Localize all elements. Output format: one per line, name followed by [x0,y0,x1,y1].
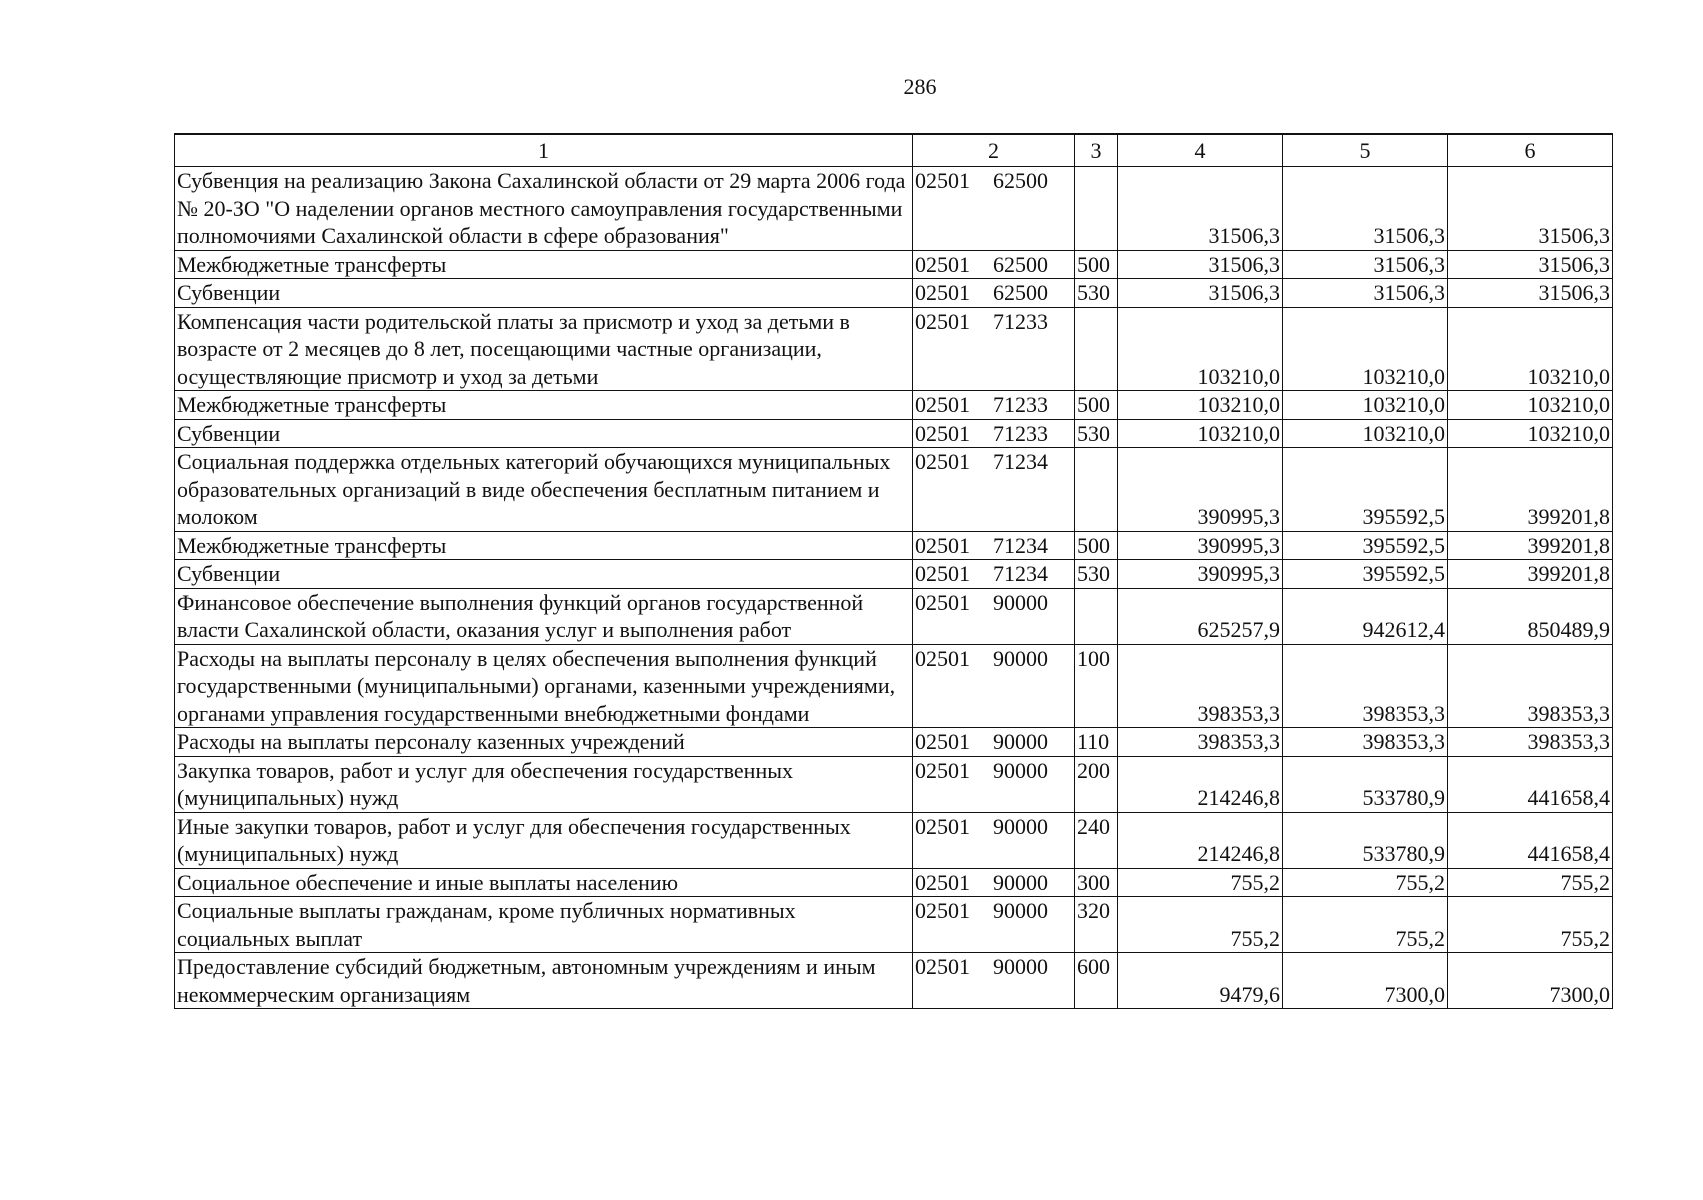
row-value-col-6: 31506,3 [1448,167,1613,251]
row-value-col-6: 398353,3 [1448,644,1613,728]
row-name-cell: Компенсация части родительской платы за присмотр и уход за детьми в возрасте от 2 месяцев до 8 лет, посещающими частные организации, осуществляющие присмотр и уход за детьми [175,307,913,391]
row-value-col-4: 398353,3 [1118,728,1283,757]
row-code-part-2: 90000 [993,898,1048,923]
table-row [175,448,1613,532]
row-value-col-4: 31506,3 [1118,250,1283,279]
row-code-cell [913,167,1075,251]
row-code-part-1: 02501 [915,561,970,586]
row-code-cell [913,250,1075,279]
row-value-col-5: 533780,9 [1283,812,1448,868]
row-name-cell: Межбюджетные трансферты [175,531,913,560]
row-type-cell: 500 [1075,391,1118,420]
table-row [175,868,1613,897]
table-row [175,644,1613,728]
table-row [175,560,1613,589]
row-type-cell: 240 [1075,812,1118,868]
row-value-col-4: 755,2 [1118,868,1283,897]
row-value-col-6: 103210,0 [1448,391,1613,420]
row-code-part-2: 71233 [993,392,1048,417]
table-row [175,531,1613,560]
row-value-col-6: 755,2 [1448,897,1613,953]
row-code-part-1: 02501 [915,757,970,783]
row-type-cell: 530 [1075,279,1118,308]
row-code-part-1: 02501 [915,420,970,446]
row-value-col-5: 103210,0 [1283,307,1448,391]
row-name-cell: Закупка товаров, работ и услуг для обеспечения государственных (муниципальных) нужд [175,756,913,812]
row-code-part-1: 02501 [915,869,970,895]
row-value-col-6: 441658,4 [1448,812,1613,868]
row-value-col-5: 755,2 [1283,897,1448,953]
row-type-cell: 530 [1075,419,1118,448]
row-name-cell: Межбюджетные трансферты [175,391,913,420]
row-code-part-2: 90000 [993,869,1048,895]
row-name-cell: Расходы на выплаты персоналу в целях обеспечения выполнения функций государственными (муниципальными) органами, казенными учреждениями, органами управления государственными внебюджетными фондами [175,644,913,728]
row-code-cell [913,279,1075,308]
row-code-part-2: 62500 [993,251,1048,277]
row-value-col-6: 399201,8 [1448,448,1613,532]
row-code-part-1: 02501 [915,898,970,923]
row-type-cell: 200 [1075,756,1118,812]
row-value-col-6: 398353,3 [1448,728,1613,757]
row-code-cell [913,728,1075,757]
row-value-col-6: 31506,3 [1448,250,1613,279]
row-value-col-5: 395592,5 [1283,448,1448,532]
row-value-col-5: 103210,0 [1283,419,1448,448]
row-code-cell [913,897,1075,953]
row-code-part-2: 62500 [993,168,1048,193]
row-code-part-1: 02501 [915,392,970,417]
row-code-cell [913,812,1075,868]
row-value-col-4: 390995,3 [1118,531,1283,560]
row-type-cell [1075,307,1118,391]
row-value-col-4: 103210,0 [1118,419,1283,448]
row-value-col-4: 31506,3 [1118,279,1283,308]
row-value-col-4: 390995,3 [1118,560,1283,589]
row-code-part-2: 90000 [993,813,1048,839]
row-value-col-5: 398353,3 [1283,644,1448,728]
row-value-col-5: 398353,3 [1283,728,1448,757]
row-name-cell: Субвенции [175,419,913,448]
row-name-cell: Субвенции [175,560,913,589]
header-col-4: 4 [1118,134,1283,167]
row-code-cell [913,644,1075,728]
table-row [175,953,1613,1009]
header-col-6: 6 [1448,134,1613,167]
row-code-part-1: 02501 [915,954,970,979]
row-code-cell [913,531,1075,560]
header-col-3: 3 [1075,134,1118,167]
row-value-col-4: 755,2 [1118,897,1283,953]
row-name-cell: Межбюджетные трансферты [175,250,913,279]
row-value-col-4: 31506,3 [1118,167,1283,251]
row-code-cell [913,756,1075,812]
row-code-part-1: 02501 [915,532,970,558]
row-code-part-2: 71233 [993,420,1048,446]
row-code-part-2: 90000 [993,954,1048,979]
row-name-cell: Иные закупки товаров, работ и услуг для обеспечения государственных (муниципальных) нужд [175,812,913,868]
row-code-cell [913,868,1075,897]
row-value-col-5: 31506,3 [1283,279,1448,308]
row-value-col-4: 398353,3 [1118,644,1283,728]
row-type-cell [1075,588,1118,644]
row-value-col-4: 9479,6 [1118,953,1283,1009]
table-row [175,728,1613,757]
row-value-col-6: 755,2 [1448,868,1613,897]
row-code-cell [913,391,1075,420]
row-code-part-1: 02501 [915,168,970,193]
row-value-col-6: 399201,8 [1448,560,1613,589]
row-value-col-5: 942612,4 [1283,588,1448,644]
row-value-col-4: 625257,9 [1118,588,1283,644]
row-code-part-2: 90000 [993,729,1048,754]
row-value-col-4: 390995,3 [1118,448,1283,532]
row-name-cell: Субвенция на реализацию Закона Сахалинской области от 29 марта 2006 года № 20-ЗО "О наделении органов местного самоуправления государственными полномочиями Сахалинской области в сфере образования" [175,167,913,251]
row-type-cell: 300 [1075,868,1118,897]
row-code-part-1: 02501 [915,251,970,277]
row-value-col-6: 31506,3 [1448,279,1613,308]
row-value-col-6: 441658,4 [1448,756,1613,812]
table-body [175,167,1613,1009]
row-code-part-1: 02501 [915,645,970,671]
row-type-cell: 530 [1075,560,1118,589]
header-row [175,134,1613,167]
row-code-part-2: 71233 [993,308,1048,334]
page-number: 286 [903,74,937,99]
row-value-col-5: 31506,3 [1283,167,1448,251]
row-type-cell: 320 [1075,897,1118,953]
table-row [175,279,1613,308]
row-code-part-2: 71234 [993,532,1048,558]
table-row [175,250,1613,279]
row-value-col-6: 103210,0 [1448,307,1613,391]
row-code-part-2: 62500 [993,280,1048,305]
table-row [175,391,1613,420]
header-col-5: 5 [1283,134,1448,167]
row-name-cell: Расходы на выплаты персоналу казенных учреждений [175,728,913,757]
row-value-col-4: 214246,8 [1118,812,1283,868]
row-value-col-5: 7300,0 [1283,953,1448,1009]
row-value-col-5: 103210,0 [1283,391,1448,420]
row-type-cell: 500 [1075,531,1118,560]
row-value-col-6: 7300,0 [1448,953,1613,1009]
header-col-1: 1 [175,134,913,167]
row-value-col-5: 395592,5 [1283,531,1448,560]
row-type-cell: 110 [1075,728,1118,757]
budget-table [174,133,1613,1009]
row-code-part-2: 90000 [993,757,1048,783]
row-name-cell: Социальные выплаты гражданам, кроме публичных нормативных социальных выплат [175,897,913,953]
row-value-col-6: 850489,9 [1448,588,1613,644]
row-type-cell: 600 [1075,953,1118,1009]
row-value-col-5: 755,2 [1283,868,1448,897]
row-name-cell: Социальное обеспечение и иные выплаты населению [175,868,913,897]
table-row [175,419,1613,448]
row-value-col-6: 103210,0 [1448,419,1613,448]
row-type-cell [1075,448,1118,532]
row-value-col-5: 395592,5 [1283,560,1448,589]
table-row [175,307,1613,391]
table-row [175,167,1613,251]
row-name-cell: Социальная поддержка отдельных категорий обучающихся муниципальных образовательных организаций в виде обеспечения бесплатным питанием и молоком [175,448,913,532]
row-code-part-2: 71234 [993,449,1048,474]
table-row [175,588,1613,644]
row-code-cell [913,448,1075,532]
row-name-cell: Финансовое обеспечение выполнения функций органов государственной власти Сахалинской области, оказания услуг и выполнения работ [175,588,913,644]
row-code-cell [913,953,1075,1009]
table-row [175,756,1613,812]
row-name-cell: Предоставление субсидий бюджетным, автономным учреждениям и иным некоммерческим организациям [175,953,913,1009]
table-row [175,897,1613,953]
row-code-part-2: 71234 [993,561,1048,586]
row-code-part-1: 02501 [915,449,970,474]
row-value-col-5: 533780,9 [1283,756,1448,812]
row-code-part-1: 02501 [915,589,970,615]
row-code-cell [913,307,1075,391]
row-code-cell [913,588,1075,644]
row-code-cell [913,419,1075,448]
row-value-col-6: 399201,8 [1448,531,1613,560]
row-value-col-4: 214246,8 [1118,756,1283,812]
row-code-part-1: 02501 [915,813,970,839]
row-code-part-1: 02501 [915,308,970,334]
row-code-part-1: 02501 [915,729,970,754]
header-col-2: 2 [913,134,1075,167]
row-code-part-2: 90000 [993,645,1048,671]
row-code-cell [913,560,1075,589]
row-value-col-4: 103210,0 [1118,391,1283,420]
row-type-cell: 100 [1075,644,1118,728]
row-value-col-4: 103210,0 [1118,307,1283,391]
row-code-part-1: 02501 [915,280,970,305]
row-type-cell [1075,167,1118,251]
row-name-cell: Субвенции [175,279,913,308]
row-code-part-2: 90000 [993,589,1048,615]
table-row [175,812,1613,868]
row-value-col-5: 31506,3 [1283,250,1448,279]
row-type-cell: 500 [1075,250,1118,279]
